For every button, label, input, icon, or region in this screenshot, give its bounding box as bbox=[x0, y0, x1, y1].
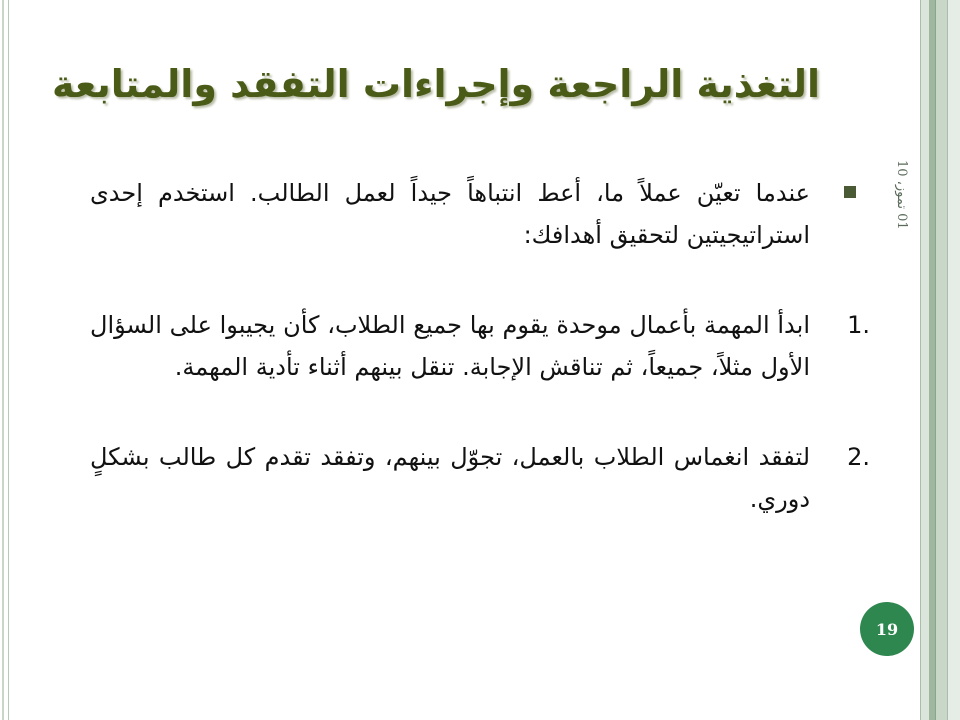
item-number: 1. bbox=[847, 311, 870, 339]
slide-content bbox=[90, 172, 870, 520]
numbered-item-2 bbox=[90, 436, 870, 520]
right-frame-band bbox=[947, 0, 960, 720]
numbered-item-text: ابدأ المهمة بأعمال موحدة يقوم بها جميع الطلاب، كأن يجيبوا على السؤال الأول مثلاً، جميعاً، ثم تناقش الإجابة. تنقل بينهم أثناء تأدية المهمة. bbox=[90, 311, 810, 381]
square-bullet-icon bbox=[844, 186, 856, 198]
numbered-item-text: لتفقد انغماس الطلاب بالعمل، تجوّل بينهم، وتفقد تقدم كل طالب بشكلٍ دوري. bbox=[90, 443, 810, 513]
bullet-text: عندما تعيّن عملاً ما، أعط انتباهاً جيداً لعمل الطالب. استخدم إحدى استراتيجيتين لتحقيق أهدافك: bbox=[90, 179, 810, 249]
left-frame-border bbox=[0, 0, 9, 720]
right-frame-band bbox=[920, 0, 929, 720]
numbered-item-1 bbox=[90, 304, 870, 388]
item-number: 2. bbox=[847, 443, 870, 471]
slide-title: التغذية الراجعة وإجراءات التفقد والمتابعة bbox=[52, 62, 820, 106]
slide-date: 01 تموز، 10 bbox=[894, 160, 909, 230]
bullet-item bbox=[90, 172, 810, 256]
slide-number-badge: 19 bbox=[860, 602, 914, 656]
